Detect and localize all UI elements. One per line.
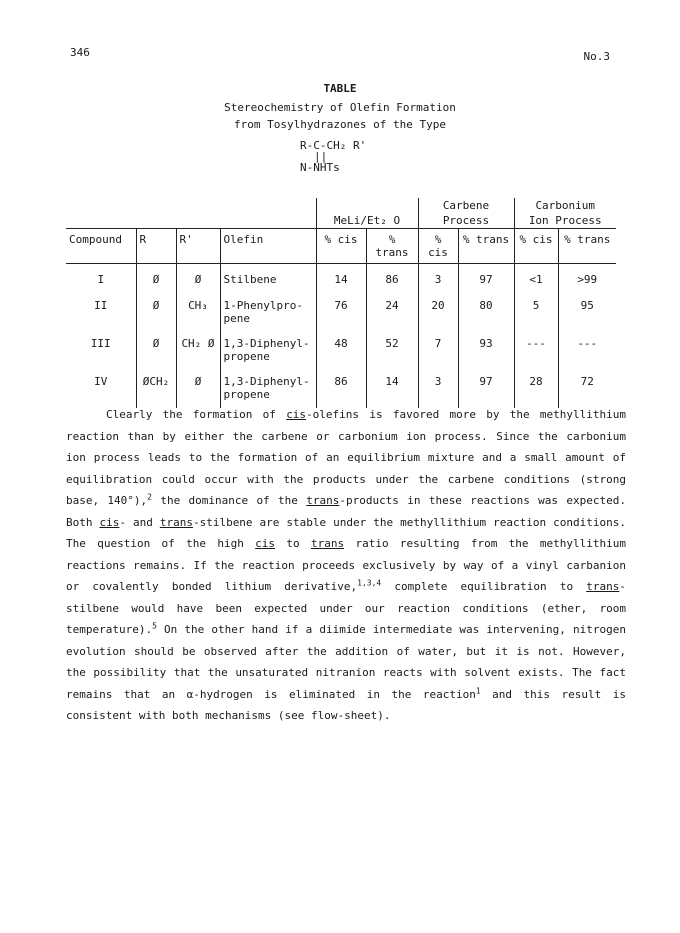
table-row [66,336,616,374]
cell-value: <1 [514,272,558,298]
text-run: complete equilibration to [381,580,587,593]
cell-olefin [220,272,316,298]
text-run: Clearly the formation of [106,408,287,421]
cell-r: Ø [136,272,176,298]
formula-line-1: R-C-CH₂ R' [300,139,367,152]
cell-value: 86 [366,272,418,298]
table-caption-line-1: Stereochemistry of Olefin Formation [224,101,456,114]
cell-value: 3 [418,374,458,408]
text-run: -olefins is favored more by the methyllithium reaction than by either the carbene or carbonium ion process. Since the carbonium ion process leads to the formation of an equilibrium mixture and a small amount of equilibration could occur with the products under the carbene conditions (strong base, 140°), [66,408,626,507]
col-carbonium-cis: % cis [514,229,558,264]
cell-r: Ø [136,298,176,336]
cell-r: ØCH₂ [136,374,176,408]
cell-value: 86 [316,374,366,408]
cell-value: 80 [458,298,514,336]
text-run: ratio resulting from the methyllithium reactions remains. If the reaction proceeds exclusively by way of a vinyl carbanion or covalently bonded lithium derivative, [66,537,626,593]
col-compound: Compound [69,233,122,246]
journal-issue: No.3 [583,50,610,63]
cell-compound: I [97,273,105,286]
underlined-term: cis [99,515,120,529]
text-run: to [275,537,311,550]
cell-r-prime: Ø [176,374,220,408]
body-paragraph [66,404,626,727]
group-header-carbonium-2: Ion Process [514,213,616,229]
cell-olefin-line-2: pene [223,312,250,325]
cell-value: 72 [558,374,616,408]
text-run: -products in these reactions was expected. Both [66,494,626,529]
col-carbene-cis: % cis [418,229,458,264]
col-meli-trans: % trans [366,229,418,264]
cell-value: 3 [418,272,458,298]
cell-r-prime: CH₂ Ø [176,336,220,374]
text-run: -stilbene are stable under the methyllithium reaction conditions. The question of the high [66,515,626,550]
formula-line-3: N-NHTs [300,161,340,174]
cell-value: 93 [458,336,514,374]
cell-value: 28 [514,374,558,408]
cell-value: 52 [366,336,418,374]
cell-olefin-line-1: Stilbene [223,273,277,286]
text-run: -stilbene would have been expected under our reaction conditions (ether, room temperature). [66,580,626,636]
table-row [66,272,616,298]
text-run: On the other hand if a diimide intermediate was intervening, nitrogen evolution should be observed after the addition of water, but it is not. However, the possibility that the unsaturated nitranion reacts with solvent exists. The fact remains that an α-hydrogen is eliminated in the reaction [66,623,626,701]
cell-value: 20 [418,298,458,336]
group-header-row-1 [66,198,616,213]
cell-value: >99 [558,272,616,298]
citation-superscript: 2 [147,492,152,502]
col-olefin: Olefin [220,229,316,264]
citation-superscript: 1,3,4 [357,578,382,588]
cell-olefin-line-1: 1,3-Diphenyl- [223,337,310,350]
spacer-row [66,264,616,273]
col-r-prime: R' [176,229,220,264]
col-meli-cis: % cis [316,229,366,264]
cell-value: 48 [316,336,366,374]
underlined-term: cis [286,408,307,421]
underlined-term: trans [586,580,620,593]
citation-superscript: 5 [152,621,157,631]
underlined-term: trans [310,537,345,550]
group-header-carbene-1: Carbene [418,198,514,213]
cell-r-prime: CH₃ [176,298,220,336]
underlined-term: cis [255,537,276,550]
cell-olefin-line-1: 1-Phenylpro- [223,299,303,312]
column-header-row [66,229,616,264]
cell-compound: II [94,299,108,312]
page-number: 346 [70,46,90,59]
table-row [66,374,616,408]
col-r: R [136,229,176,264]
cell-r-prime: Ø [176,272,220,298]
cell-value: --- [558,336,616,374]
cell-olefin-line-1: 1,3-Diphenyl- [223,375,310,388]
cell-value: 14 [316,272,366,298]
formula-line-2: || [314,150,328,163]
group-header-meli: MeLi/Et₂ O [316,198,418,229]
underlined-term: trans [306,494,340,507]
cell-value: 95 [558,298,616,336]
cell-value: 97 [458,272,514,298]
table-title: TABLE [323,82,357,95]
col-carbene-trans: % trans [458,229,514,264]
cell-olefin [220,298,316,336]
cell-value: 14 [366,374,418,408]
citation-superscript: 1 [475,685,481,695]
cell-value: --- [514,336,558,374]
cell-olefin-line-2: propene [223,388,270,401]
cell-value: 24 [366,298,418,336]
cell-value: 7 [418,336,458,374]
cell-value: 97 [458,374,514,408]
table-caption-line-2: from Tosylhydrazones of the Type [234,118,446,131]
structure-formula [300,140,366,173]
cell-compound: IV [94,375,108,388]
underlined-term: trans [159,515,193,529]
group-header-carbene-2: Process [418,213,514,229]
text-run: - and [119,515,160,529]
text-run: and this result is consistent with both mechanisms (see flow-sheet). [66,687,626,722]
cell-olefin-line-2: propene [223,350,270,363]
cell-olefin [220,374,316,408]
cell-r: Ø [136,336,176,374]
cell-olefin [220,336,316,374]
col-carbonium-trans: % trans [558,229,616,264]
cell-value: 5 [514,298,558,336]
text-run: the dominance of the [152,494,307,507]
table-row [66,298,616,336]
stereochemistry-table [66,198,616,408]
cell-value: 76 [316,298,366,336]
group-header-carbonium-1: Carbonium [514,198,616,213]
cell-compound: III [90,337,111,350]
